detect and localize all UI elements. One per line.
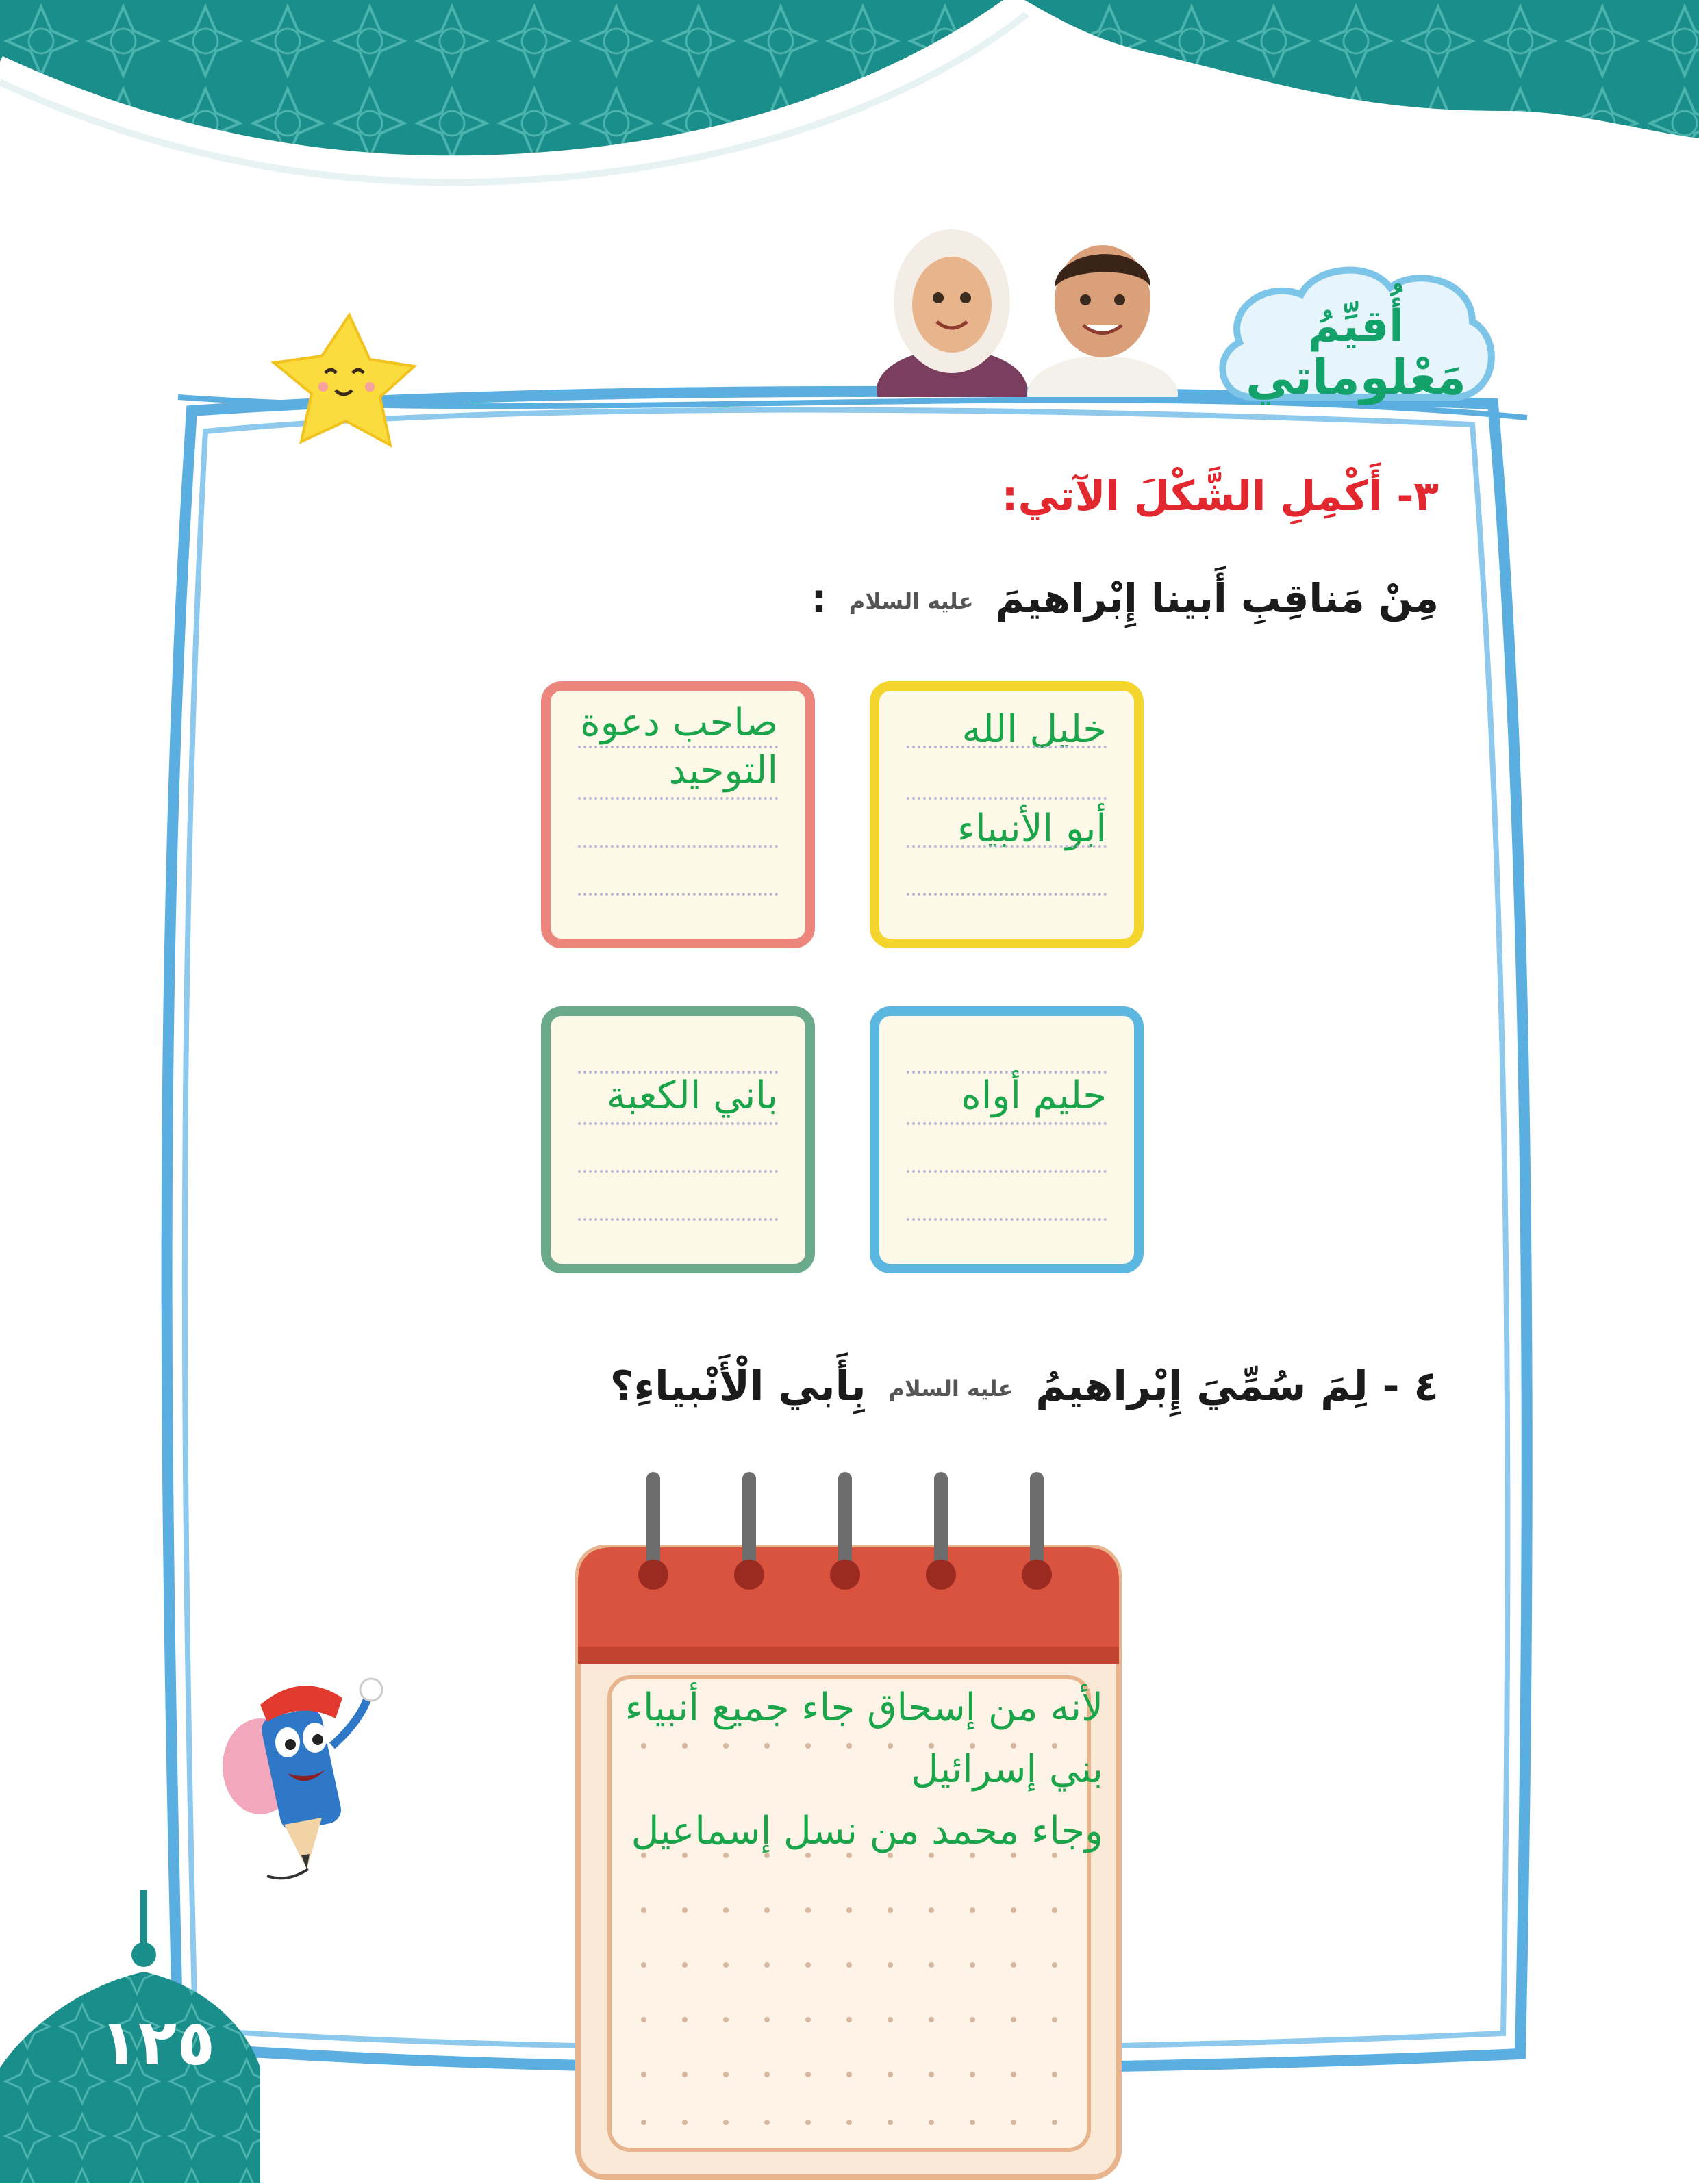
page-number: ١٢٥: [99, 2006, 216, 2079]
answer-text: التوحيد: [668, 748, 778, 793]
question-3-title: [1001, 472, 1439, 520]
question-4-number: ٤ -: [1382, 1362, 1439, 1410]
badge-title-line1: أُقيِّمُ: [1307, 301, 1405, 352]
answer-text: صاحب دعوة: [580, 700, 778, 745]
answer-box-blue: [870, 1006, 1144, 1273]
dotted-line: [578, 1122, 778, 1125]
dotted-line: [907, 797, 1107, 800]
answer-text: حليم أواه: [961, 1074, 1107, 1118]
pencil-mascot-illustration: [205, 1664, 390, 1890]
answer-line-1: لأنه من إسحاق جاء جميع أنبياء: [625, 1686, 1103, 1730]
answer-box-red: [541, 681, 815, 948]
dotted-line: [578, 845, 778, 848]
children-illustration: [870, 219, 1198, 397]
dotted-line: [907, 1218, 1107, 1221]
calendar-answer: [596, 1677, 1103, 1862]
dotted-line: [907, 746, 1107, 748]
question-4-text-part1: لِمَ سُمِّيَ إِبْراهيمُ: [1035, 1362, 1368, 1410]
question-3-subtitle-end: :: [811, 575, 827, 622]
answer-text: خليل الله: [961, 707, 1107, 752]
dotted-line: [578, 1170, 778, 1173]
dotted-line: [907, 1122, 1107, 1125]
answer-box-green: [541, 1006, 815, 1273]
answer-box-yellow: [870, 681, 1144, 948]
question-4-text-part2: بِأَبي الْأَنْبياءِ؟: [609, 1362, 866, 1410]
answer-text: أبو الأنبياء: [957, 807, 1107, 851]
star-icon: [267, 308, 418, 452]
badge-title-line2: مَعْلوماتي: [1245, 349, 1467, 405]
answer-line-2: بني إسرائيل: [911, 1747, 1103, 1792]
dotted-line: [907, 893, 1107, 896]
question-3-subtitle-text: مِنْ مَناقِبِ أَبينا إِبْراهيمَ: [995, 575, 1439, 622]
dotted-line: [907, 1170, 1107, 1173]
question-3-number: ٣-: [1396, 472, 1439, 520]
answer-text: باني الكعبة: [606, 1074, 778, 1118]
honorific-symbol: عليه السلام: [848, 587, 974, 614]
question-3-text: أَكْمِلِ الشَّكْلَ الآتي:: [1001, 472, 1383, 520]
question-3-subtitle: [811, 575, 1439, 622]
honorific-symbol: عليه السلام: [888, 1375, 1014, 1402]
answer-line-3: وجاء محمد من نسل إسماعيل: [631, 1809, 1103, 1853]
header-decoration: [0, 0, 1699, 205]
dotted-line: [907, 845, 1107, 848]
dotted-line: [578, 797, 778, 800]
dotted-line: [578, 1218, 778, 1221]
dotted-line: [578, 893, 778, 896]
question-4-title: [610, 1362, 1439, 1410]
